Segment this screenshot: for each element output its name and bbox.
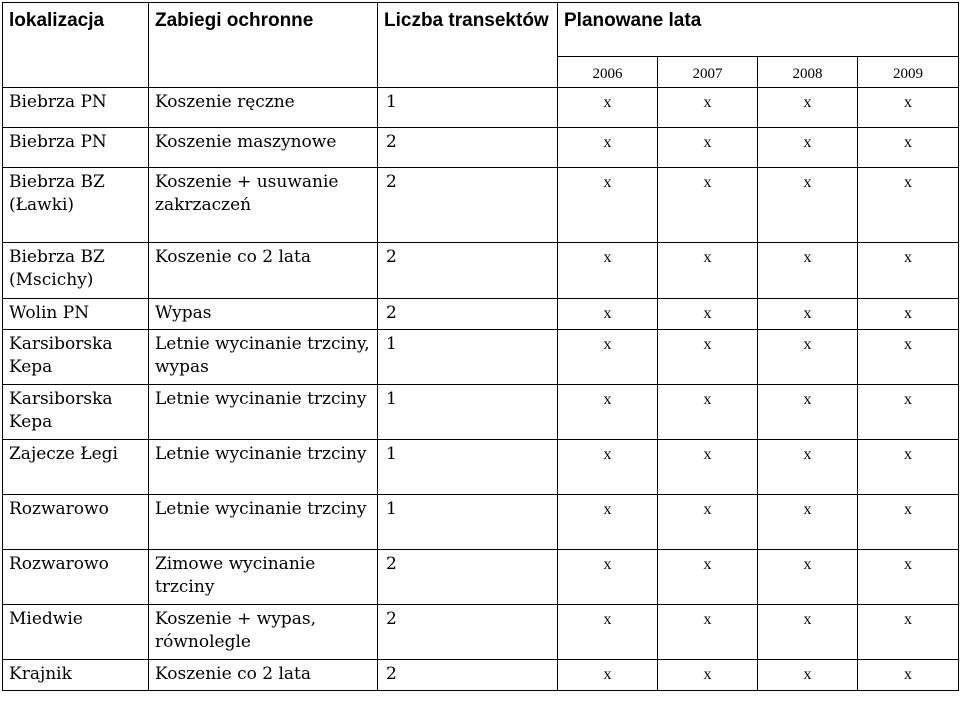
cell-year-2006: x [558,385,658,440]
cell-transects: 1 [378,88,558,128]
cell-year-2007: x [658,88,758,128]
table-row [3,495,959,550]
cell-location: Biebrza PN [3,88,149,128]
cell-year-2009: x [858,385,959,440]
cell-location: Karsiborska Kepa [3,385,149,440]
cell-transects: 1 [378,495,558,550]
treatment-plan-table [2,2,959,691]
cell-year-2009: x [858,299,959,330]
cell-year-2008: x [758,605,858,660]
header-year-2006: 2006 [558,57,658,88]
cell-year-2008: x [758,168,858,243]
cell-treatment: Koszenie co 2 lata [149,660,378,691]
cell-year-2008: x [758,299,858,330]
cell-year-2006: x [558,495,658,550]
cell-year-2007: x [658,660,758,691]
table-row [3,605,959,660]
cell-year-2006: x [558,330,658,385]
cell-year-2009: x [858,660,959,691]
cell-year-2009: x [858,88,959,128]
cell-transects: 2 [378,299,558,330]
header-planned-years: Planowane lata [558,3,959,57]
cell-transects: 2 [378,660,558,691]
cell-year-2007: x [658,440,758,495]
cell-treatment: Koszenie maszynowe [149,128,378,168]
table-row [3,440,959,495]
cell-location: Miedwie [3,605,149,660]
cell-year-2008: x [758,330,858,385]
cell-location: Biebrza PN [3,128,149,168]
cell-year-2008: x [758,550,858,605]
cell-year-2006: x [558,128,658,168]
cell-location: Rozwarowo [3,550,149,605]
cell-transects: 2 [378,243,558,299]
cell-transects: 2 [378,550,558,605]
cell-year-2008: x [758,660,858,691]
cell-location: Biebrza BZ (Mscichy) [3,243,149,299]
table-row [3,243,959,299]
cell-treatment: Koszenie ręczne [149,88,378,128]
cell-year-2007: x [658,128,758,168]
cell-year-2006: x [558,243,658,299]
cell-location: Rozwarowo [3,495,149,550]
cell-location: Biebrza BZ (Ławki) [3,168,149,243]
header-year-2008: 2008 [758,57,858,88]
header-year-2007: 2007 [658,57,758,88]
cell-treatment: Letnie wycinanie trzciny, wypas [149,330,378,385]
header-row [3,3,959,57]
cell-treatment: Koszenie + usuwanie zakrzaczeń [149,168,378,243]
cell-year-2007: x [658,550,758,605]
cell-year-2009: x [858,168,959,243]
cell-treatment: Koszenie + wypas, równolegle [149,605,378,660]
cell-treatment: Wypas [149,299,378,330]
cell-year-2006: x [558,605,658,660]
table-row [3,385,959,440]
cell-year-2006: x [558,299,658,330]
cell-treatment: Letnie wycinanie trzciny [149,495,378,550]
table-row [3,660,959,691]
cell-year-2007: x [658,495,758,550]
cell-transects: 2 [378,168,558,243]
table-row [3,330,959,385]
cell-transects: 1 [378,330,558,385]
table-row [3,299,959,330]
cell-year-2007: x [658,605,758,660]
cell-year-2007: x [658,168,758,243]
header-year-2009: 2009 [858,57,959,88]
cell-treatment: Koszenie co 2 lata [149,243,378,299]
cell-location: Krajnik [3,660,149,691]
cell-location: Karsiborska Kepa [3,330,149,385]
cell-year-2009: x [858,605,959,660]
cell-year-2008: x [758,385,858,440]
cell-year-2006: x [558,550,658,605]
cell-transects: 2 [378,605,558,660]
cell-treatment: Letnie wycinanie trzciny [149,440,378,495]
cell-year-2007: x [658,385,758,440]
cell-year-2008: x [758,243,858,299]
cell-year-2006: x [558,168,658,243]
cell-year-2008: x [758,440,858,495]
cell-year-2009: x [858,550,959,605]
cell-year-2007: x [658,243,758,299]
table-row [3,128,959,168]
header-treatment: Zabiegi ochronne [149,3,378,88]
cell-treatment: Zimowe wycinanie trzciny [149,550,378,605]
cell-location: Zajecze Łegi [3,440,149,495]
cell-transects: 1 [378,385,558,440]
cell-year-2009: x [858,495,959,550]
cell-year-2006: x [558,660,658,691]
cell-year-2008: x [758,128,858,168]
cell-location: Wolin PN [3,299,149,330]
cell-year-2008: x [758,88,858,128]
table-row [3,550,959,605]
cell-year-2008: x [758,495,858,550]
cell-transects: 1 [378,440,558,495]
cell-year-2006: x [558,440,658,495]
cell-year-2009: x [858,440,959,495]
header-location: lokalizacja [3,3,149,88]
cell-year-2007: x [658,299,758,330]
cell-year-2009: x [858,128,959,168]
cell-year-2009: x [858,243,959,299]
cell-year-2007: x [658,330,758,385]
table-row [3,168,959,243]
table-row [3,88,959,128]
cell-transects: 2 [378,128,558,168]
header-transects: Liczba transektów [378,3,558,88]
cell-treatment: Letnie wycinanie trzciny [149,385,378,440]
cell-year-2009: x [858,330,959,385]
cell-year-2006: x [558,88,658,128]
